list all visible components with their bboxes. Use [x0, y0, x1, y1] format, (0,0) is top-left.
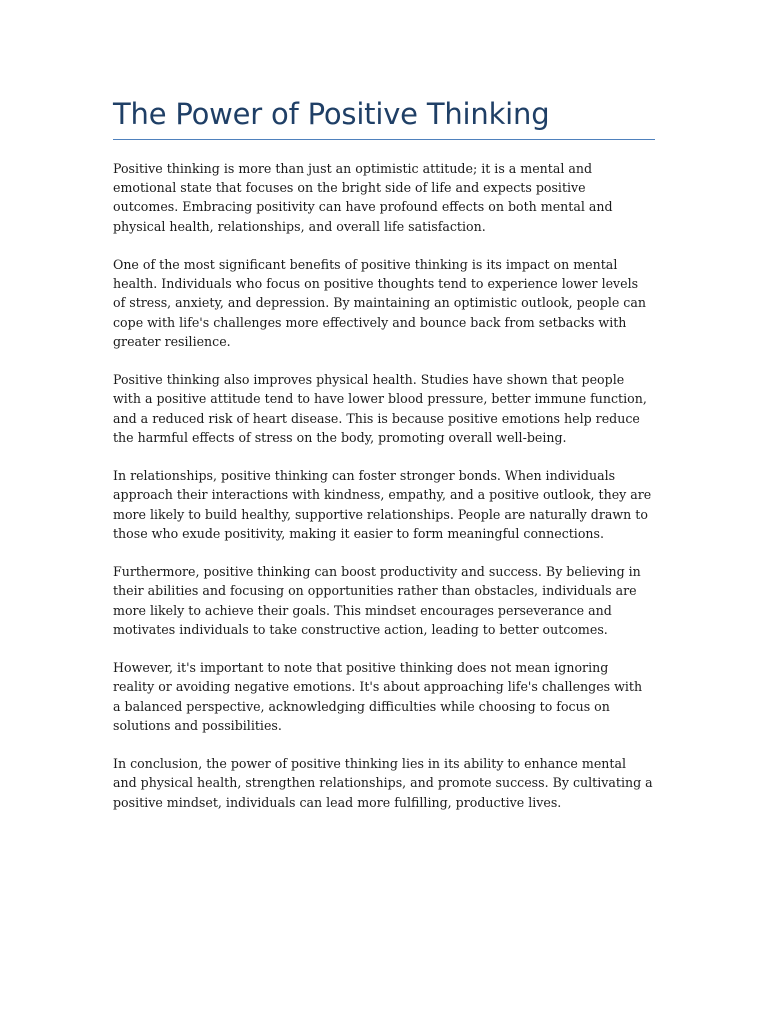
body-paragraph-conclusion: In conclusion, the power of positive thinking lies in its ability to enhance mental and physical health, strengthen relationships, and promote success. By cultivating a positive mindset, individuals can lead more fulfilling, productive lives. [113, 756, 653, 810]
document-title: The Power of Positive Thinking [113, 97, 550, 131]
body-paragraph-balance: However, it's important to note that positive thinking does not mean ignoring reality or avoiding negative emotions. It's about approaching life's challenges with a balanced perspective, acknowledging difficulties while choosing to focus on solutions and possibilities. [113, 660, 643, 733]
body-paragraph-productivity: Furthermore, positive thinking can boost productivity and success. By believing in their abilities and focusing on opportunities rather than obstacles, individuals are more likely to achieve their goals. This mindset encourages perseverance and motivates individuals to take constructive action, leading to better outcomes. [113, 564, 641, 637]
body-paragraph-intro: Positive thinking is more than just an optimistic attitude; it is a mental and emotional state that focuses on the bright side of life and expects positive outcomes. Embracing positivity can have profound effects on both mental and physical health, relationships, and overall life satisfaction. [113, 161, 613, 234]
body-paragraph-physical-health: Positive thinking also improves physical health. Studies have shown that people with a positive attitude tend to have lower blood pressure, better immune function, and a reduced risk of heart disease. This is because positive emotions help reduce the harmful effects of stress on the body, promoting overall well-being. [113, 372, 647, 445]
body-paragraph-mental-health: One of the most significant benefits of positive thinking is its impact on mental health. Individuals who focus on positive thoughts tend to experience lower levels of stress, anxiety, and depression. By maintaining an optimistic outlook, people can cope with life's challenges more effectively and bounce back from setbacks with greater resilience. [113, 257, 646, 349]
title-underline-divider [113, 139, 655, 140]
document-body [113, 159, 653, 831]
body-paragraph-relationships: In relationships, positive thinking can foster stronger bonds. When individuals approach their interactions with kindness, empathy, and a positive outlook, they are more likely to build healthy, supportive relationships. People are naturally drawn to those who exude positivity, making it easier to form meaningful connections. [113, 468, 652, 541]
